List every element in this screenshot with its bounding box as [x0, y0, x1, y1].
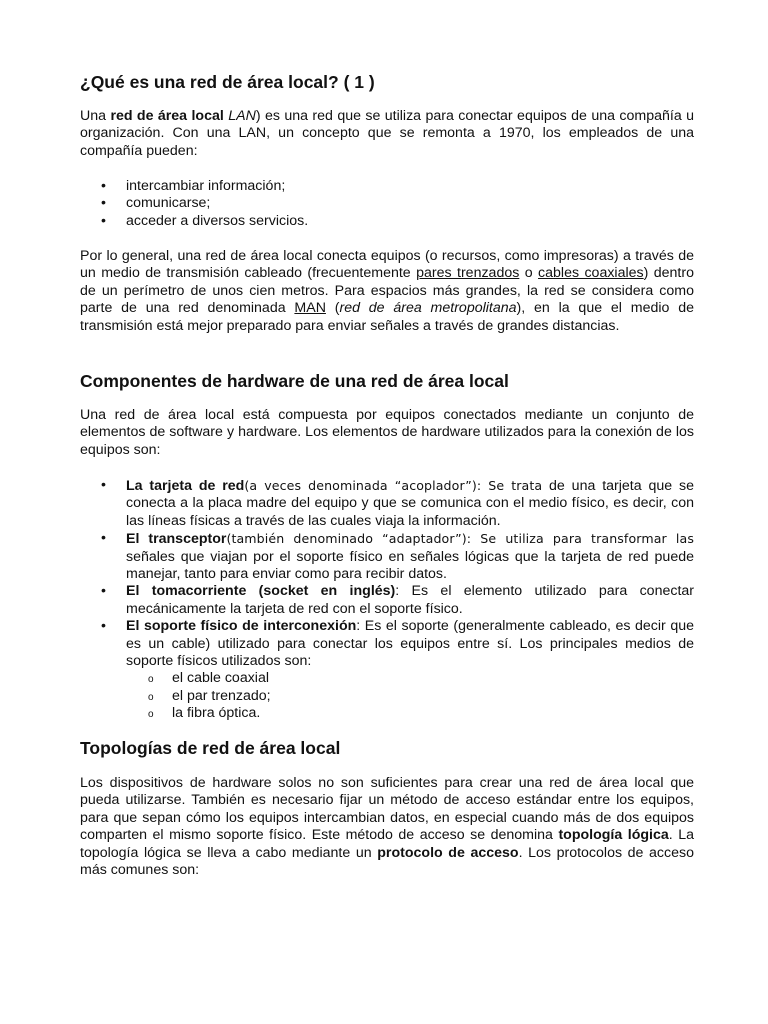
sub-list-item: o el par trenzado; — [80, 688, 694, 705]
paragraph-lan-medium: Por lo general, una red de área local conecta equipos (o recursos, como impresoras) a través de un medio de transmisión cableado (frecuentemente pares trenzados o cables coaxiales) dentro de un perímetro de unos cien metros. Para espacios más grandes, la red se considera como parte de una red denominada MAN (red de área metropolitana), en la que el medio de transmisión está mejor preparado para enviar señales a través de grandes distancias. — [80, 248, 694, 334]
physical-media-sublist — [126, 670, 694, 722]
paragraph-lan-intro: Una red de área local LAN) es una red que se utiliza para conectar equipos de una compañía u organización. Con una LAN, un concepto que se remonta a 1970, los empleados de una compañía pueden: — [80, 108, 695, 159]
sub-list-item: o el cable coaxial — [80, 670, 694, 687]
list-item-transceptor: • El transceptor(también denominado “adaptador”): Se utiliza para transformar las señales que viajan por el soporte físico en señales lógicas que la tarjeta de red puede manejar, tanto para enviar como para recibir datos. — [80, 530, 694, 583]
list-item: • acceder a diversos servicios. — [80, 213, 694, 230]
link-cables-coaxiales[interactable]: cables coaxiales — [538, 265, 644, 282]
term-lan: LAN — [228, 108, 256, 124]
paragraph-topologies: Los dispositivos de hardware solos no son suficientes para crear una red de área local que pueda utilizarse. También es necesario fijar un método de acceso estándar entre los equipos, para que sepan cómo los equipos intercambian datos, en especial cuando más de dos equipos comparten el mismo soporte físico. Este método de acceso se denomina topología lógica. La topología lógica se lleva a cabo mediante un protocolo de acceso. Los protocolos de acceso más comunes son: — [80, 775, 694, 879]
term-protocolo-de-acceso: protocolo de acceso — [377, 844, 519, 861]
list-item: • intercambiar información; — [80, 178, 694, 195]
heading-topologies: Topologías de red de área local — [80, 738, 341, 758]
bullet-list-benefits — [80, 178, 694, 230]
link-man[interactable]: MAN — [294, 300, 326, 317]
list-item-tarjeta-de-red: • La tarjeta de red(a veces denominada “acoplador”): Se trata de una tarjeta que se conecta a la placa madre del equipo y que se comunica con el medio físico, es decir, con las líneas físicas a través de las cuales viaja la información. — [80, 477, 694, 530]
list-item: • comunicarse; — [80, 195, 694, 212]
paragraph-hardware-intro: Una red de área local está compuesta por equipos conectados mediante un conjunto de elementos de software y hardware. Los elementos de hardware utilizados para la conexión de los equipos son: — [80, 407, 694, 458]
heading-what-is-lan: ¿Qué es una red de área local? ( 1 ) — [80, 72, 375, 92]
list-item-tomacorriente: • El tomacorriente (socket en inglés): Es el elemento utilizado para conectar mecánicamente la tarjeta de red con el soporte físico. — [80, 583, 694, 618]
sub-list-item: o la fibra óptica. — [80, 705, 694, 722]
hardware-component-list — [80, 477, 694, 723]
term-red-de-area-local: red de área local — [110, 108, 224, 124]
list-item-soporte-fisico: • El soporte físico de interconexión: Es el soporte (generalmente cableado, es decir que es un cable) utilizado para conectar los equipos entre sí. Los principales medios de soporte físicos utilizados son: o el cable coaxial o el par trenzado; o la fibra óptica. — [80, 618, 694, 722]
term-topologia-logica: topología lógica — [558, 827, 669, 844]
link-pares-trenzados[interactable]: pares trenzados — [416, 265, 520, 282]
heading-hardware-components: Componentes de hardware de una red de área local — [80, 371, 509, 391]
